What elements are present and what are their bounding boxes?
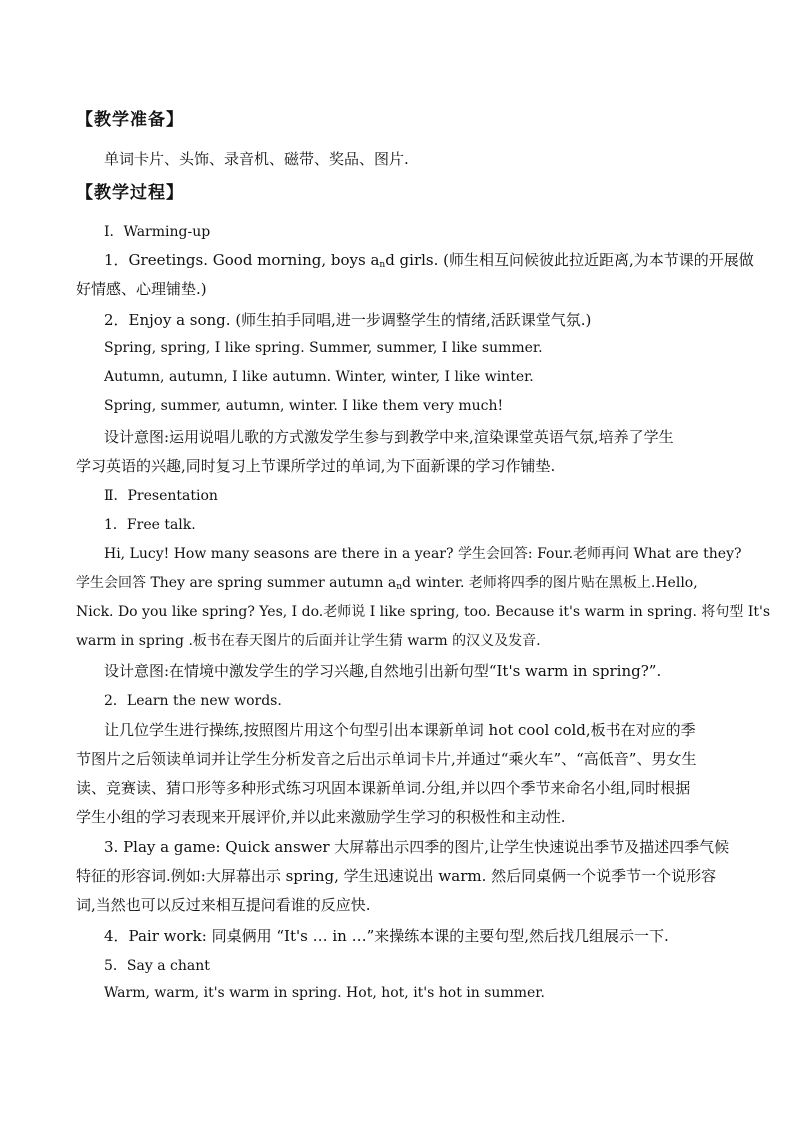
song-lyric-line: Spring, summer, autumn, winter. I like them very much!	[104, 398, 504, 414]
design-intent-line: 设计意图:运用说唱儿歌的方式激发学生参与到教学中来,渲染课堂英语气氛,培养了学生	[104, 428, 674, 446]
step-presentation: Ⅱ．Presentation	[104, 488, 218, 504]
paragraph-line: 词,当然也可以反过来相互提问看谁的反应快.	[76, 896, 371, 914]
step-warming-up: Ⅰ．Warming-up	[104, 224, 211, 240]
song-lyric-line: Autumn, autumn, I like autumn. Winter, winter, I like winter.	[104, 369, 534, 385]
paragraph-line: 特征的形容词.例如:大屏幕出示 spring, 学生迅速说出 warm. 然后同桌俩一个说季节一个说形容	[76, 867, 717, 885]
greetings-text-end: d girls. (师生相互问候彼此拉近距离,为本节课的开展做	[385, 251, 754, 269]
paragraph-line: 学习英语的兴趣,同时复习上节课所学过的单词,为下面新课的学习作铺垫.	[76, 457, 556, 475]
enjoy-song-line: 2．Enjoy a song. (师生拍手同唱,进一步调整学生的情绪,活跃课堂气氛.)	[104, 311, 592, 329]
paragraph-line: 好情感、心理铺垫.)	[76, 280, 207, 298]
design-intent-line: 设计意图:在情境中激发学生的学习兴趣,自然地引出新句型“It's warm in spring?”.	[104, 662, 662, 680]
paragraph-line: 让几位学生进行操练,按照图片用这个句型引出本课新单词 hot cool cold,板书在对应的季	[104, 721, 696, 739]
free-talk-heading: 1．Free talk.	[104, 517, 196, 533]
answer-text-start: 学生会回答 They are spring summer autumn a	[76, 575, 397, 591]
paragraph-line: warm in spring .板书在春天图片的后面并让学生猜 warm 的汉义及发音.	[76, 633, 541, 649]
pair-work-line: 4．Pair work: 同桌俩用 “It's … in …”来操练本课的主要句型,然后找几组展示一下.	[104, 927, 669, 945]
paragraph-line: 学生小组的学习表现来开展评价,并以此来激励学生学习的积极性和主动性.	[76, 808, 566, 826]
song-lyric-line: Spring, spring, I like spring. Summer, summer, I like summer.	[104, 340, 543, 356]
answer-subscript: n	[396, 582, 403, 592]
section-heading-preparation: 【教学准备】	[76, 110, 184, 130]
paragraph-line	[76, 572, 696, 592]
paragraph-line: 读、竞赛读、猜口形等多种形式练习巩固本课新单词.分组,并以四个季节来命名小组,同时根据	[76, 779, 691, 797]
greetings-subscript: n	[379, 260, 386, 270]
section-heading-process: 【教学过程】	[76, 183, 184, 203]
learn-words-heading: 2．Learn the new words.	[104, 693, 282, 709]
paragraph-line: 节图片之后领读单词并让学生分析发音之后出示单词卡片,并通过“乘火车”、“高低音”、男女生	[76, 750, 697, 768]
game-line: 3. Play a game: Quick answer 大屏幕出示四季的图片,让学生快速说出季节及描述四季气候	[104, 838, 730, 856]
answer-text-end: d winter. 老师将四季的图片贴在黑板上.Hello,	[402, 575, 698, 591]
chant-line: Warm, warm, it's warm in spring. Hot, hot, it's hot in summer.	[104, 985, 545, 1001]
paragraph-line: Nick. Do you like spring? Yes, I do.老师说 I like spring, too. Because it's warm in spring. 将句型 It's	[76, 604, 771, 620]
paragraph-line: Hi, Lucy! How many seasons are there in a year? 学生会回答: Four.老师再问 What are they?	[104, 546, 742, 562]
greetings-line	[104, 249, 754, 270]
say-chant-heading: 5．Say a chant	[104, 958, 210, 974]
preparation-materials: 单词卡片、头饰、录音机、磁带、奖品、图片.	[104, 150, 409, 168]
greetings-text-start: 1．Greetings. Good morning, boys a	[104, 251, 380, 269]
